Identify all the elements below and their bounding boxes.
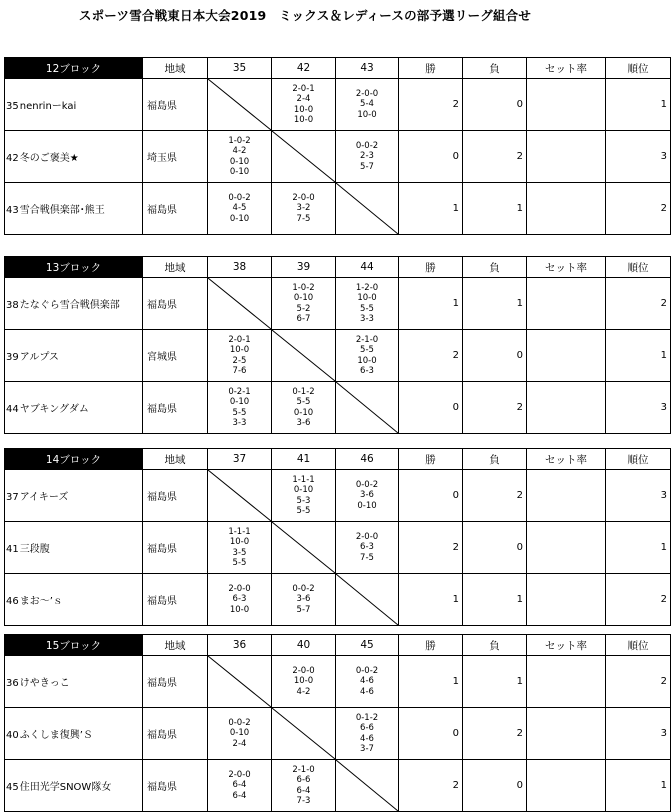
header-row <box>5 257 671 278</box>
team-number: 44 <box>6 404 19 415</box>
losses-value: 1 <box>463 183 527 235</box>
match-score-cell <box>336 131 399 183</box>
score-line: 2-5 <box>232 355 247 366</box>
block-name: 15ブロック <box>5 635 143 656</box>
score-line: 5-3 <box>296 495 311 506</box>
opponent-header: 43 <box>336 58 399 79</box>
wins-value: 1 <box>399 183 463 235</box>
score-line: 5-4 <box>360 99 374 110</box>
score-line: 3-6 <box>296 417 311 428</box>
score-line: 10-0 <box>229 345 250 356</box>
team-row <box>5 382 671 434</box>
team-name: ふくしま復興’Ｓ <box>19 730 93 741</box>
region-header: 地域 <box>143 635 208 656</box>
opponent-header: 36 <box>208 635 272 656</box>
score-line: 2-4 <box>232 738 247 749</box>
score-line: 0-2-1 <box>228 386 251 397</box>
self-match-cell <box>208 79 272 131</box>
losses-value: 1 <box>463 574 527 626</box>
score-line: 2-0-1 <box>228 334 251 345</box>
losses-value: 0 <box>463 79 527 131</box>
rank-header: 順位 <box>606 449 671 470</box>
block-table <box>4 256 671 434</box>
block-table <box>4 448 671 626</box>
wins-value: 0 <box>399 382 463 434</box>
team-row <box>5 656 671 708</box>
match-score-cell <box>208 183 272 235</box>
match-score-cell <box>272 183 336 235</box>
score-line: 0-0-2 <box>355 666 379 677</box>
self-match-cell <box>272 131 336 183</box>
team-name-cell <box>5 278 143 330</box>
losses-value: 0 <box>463 760 527 812</box>
score-line: 0-10 <box>293 407 314 418</box>
self-match-cell <box>208 470 272 522</box>
score-line: 5-5 <box>232 557 247 568</box>
wins-value: 0 <box>399 708 463 760</box>
team-name-cell <box>5 760 143 812</box>
opponent-header: 42 <box>272 58 336 79</box>
match-score-cell <box>272 760 336 812</box>
losses-header: 負 <box>463 449 527 470</box>
wins-header: 勝 <box>399 58 463 79</box>
score-line: 4-6 <box>360 686 374 697</box>
score-line: 7-6 <box>232 365 247 376</box>
diagonal-line <box>336 760 398 811</box>
match-score-cell <box>208 522 272 574</box>
team-region: 宮城県 <box>143 330 208 382</box>
score-line: 4-2 <box>232 146 247 157</box>
wins-value: 0 <box>399 131 463 183</box>
match-score-cell <box>336 708 399 760</box>
team-region: 福島県 <box>143 183 208 235</box>
match-score-cell <box>272 79 336 131</box>
losses-header: 負 <box>463 257 527 278</box>
header-row <box>5 635 671 656</box>
team-row <box>5 574 671 626</box>
losses-value: 2 <box>463 708 527 760</box>
score-line: 2-0-0 <box>355 532 379 543</box>
match-score-cell <box>272 278 336 330</box>
opponent-header: 38 <box>208 257 272 278</box>
team-name: 住田光学SNOW隊女 <box>19 782 112 793</box>
team-region: 福島県 <box>143 656 208 708</box>
score-line: 0-1-2 <box>292 386 315 397</box>
team-number: 37 <box>6 492 19 503</box>
team-region: 福島県 <box>143 708 208 760</box>
match-score-cell <box>336 656 399 708</box>
opponent-header: 37 <box>208 449 272 470</box>
score-line: 0-10 <box>293 485 314 496</box>
score-line: 0-0-2 <box>228 193 251 204</box>
block-name: 13ブロック <box>5 257 143 278</box>
score-line: 10-0 <box>357 109 377 120</box>
score-line: 2-0-0 <box>228 584 251 595</box>
set-rate-value <box>527 131 606 183</box>
set-rate-value <box>527 183 606 235</box>
team-number: 43 <box>6 205 19 216</box>
losses-value: 1 <box>463 656 527 708</box>
score-line: 0-0-2 <box>292 584 315 595</box>
team-region: 埼玉県 <box>143 131 208 183</box>
team-region: 福島県 <box>143 278 208 330</box>
team-row <box>5 522 671 574</box>
rank-value: 1 <box>606 79 671 131</box>
set-rate-value <box>527 708 606 760</box>
score-line: 4-6 <box>360 733 374 744</box>
diagonal-line <box>272 522 335 573</box>
set-rate-value <box>527 470 606 522</box>
set-rate-header: セット率 <box>527 635 606 656</box>
match-score-cell <box>272 470 336 522</box>
diagonal-line <box>272 330 335 381</box>
header-row <box>5 449 671 470</box>
score-line: 0-10 <box>229 728 250 739</box>
score-line: 7-5 <box>360 552 374 563</box>
score-line: 1-1-1 <box>228 526 251 537</box>
match-score-cell <box>208 131 272 183</box>
score-line: 0-10 <box>357 500 377 511</box>
match-score-cell <box>272 656 336 708</box>
score-line: 5-2 <box>296 303 311 314</box>
rank-value: 3 <box>606 470 671 522</box>
score-line: 1-2-0 <box>355 282 379 293</box>
losses-value: 1 <box>463 278 527 330</box>
team-row <box>5 708 671 760</box>
score-line: 6-3 <box>360 365 374 376</box>
rank-value: 1 <box>606 330 671 382</box>
score-line: 5-5 <box>232 407 247 418</box>
match-score-cell <box>336 470 399 522</box>
team-name-cell <box>5 131 143 183</box>
set-rate-header: セット率 <box>527 449 606 470</box>
opponent-header: 44 <box>336 257 399 278</box>
block-name: 14ブロック <box>5 449 143 470</box>
team-number: 35 <box>6 101 19 112</box>
rank-value: 2 <box>606 183 671 235</box>
self-match-cell <box>208 656 272 708</box>
rank-value: 3 <box>606 382 671 434</box>
score-line: 0-10 <box>229 397 250 408</box>
match-score-cell <box>336 278 399 330</box>
self-match-cell <box>336 183 399 235</box>
score-line: 2-0-0 <box>355 89 379 100</box>
team-number: 45 <box>6 782 19 793</box>
score-line: 10-0 <box>293 114 314 125</box>
score-line: 10-0 <box>229 537 250 548</box>
team-region: 福島県 <box>143 382 208 434</box>
score-line: 1-0-2 <box>228 135 251 146</box>
set-rate-header: セット率 <box>527 257 606 278</box>
score-line: 2-1-0 <box>355 334 379 345</box>
team-name: 雪合戦倶楽部･熊王 <box>19 205 105 216</box>
set-rate-value <box>527 330 606 382</box>
match-score-cell <box>208 760 272 812</box>
score-line: 6-4 <box>296 785 311 796</box>
set-rate-value <box>527 278 606 330</box>
diagonal-line <box>208 470 271 521</box>
score-line: 3-3 <box>360 313 374 324</box>
losses-header: 負 <box>463 58 527 79</box>
score-line: 5-5 <box>360 303 374 314</box>
diagonal-line <box>272 131 335 182</box>
team-number: 36 <box>6 678 19 689</box>
team-name-cell <box>5 79 143 131</box>
score-line: 7-5 <box>296 213 311 224</box>
set-rate-value <box>527 574 606 626</box>
score-line: 2-0-0 <box>228 770 251 781</box>
match-score-cell <box>208 708 272 760</box>
team-row <box>5 278 671 330</box>
set-rate-value <box>527 79 606 131</box>
rank-value: 2 <box>606 574 671 626</box>
opponent-header: 39 <box>272 257 336 278</box>
team-number: 39 <box>6 352 19 363</box>
score-line: 5-5 <box>296 397 311 408</box>
match-score-cell <box>336 330 399 382</box>
team-name-cell <box>5 656 143 708</box>
set-rate-value <box>527 656 606 708</box>
match-score-cell <box>208 382 272 434</box>
set-rate-value <box>527 382 606 434</box>
team-name-cell <box>5 708 143 760</box>
team-row <box>5 183 671 235</box>
score-line: 2-3 <box>360 151 374 162</box>
losses-value: 0 <box>463 330 527 382</box>
score-line: 4-6 <box>360 676 374 687</box>
region-header: 地域 <box>143 257 208 278</box>
diagonal-line <box>336 183 398 234</box>
score-line: 10-0 <box>357 293 377 304</box>
opponent-header: 46 <box>336 449 399 470</box>
team-number: 42 <box>6 153 19 164</box>
wins-value: 1 <box>399 574 463 626</box>
wins-header: 勝 <box>399 449 463 470</box>
team-name-cell <box>5 183 143 235</box>
score-line: 2-0-1 <box>292 83 315 94</box>
team-region: 福島県 <box>143 760 208 812</box>
score-line: 5-7 <box>360 161 374 172</box>
score-line: 0-10 <box>293 293 314 304</box>
team-row <box>5 470 671 522</box>
region-header: 地域 <box>143 58 208 79</box>
rank-value: 3 <box>606 708 671 760</box>
match-score-cell <box>336 79 399 131</box>
wins-value: 2 <box>399 330 463 382</box>
score-line: 0-1-2 <box>355 712 379 723</box>
team-region: 福島県 <box>143 79 208 131</box>
score-line: 0-0-2 <box>355 141 379 152</box>
team-row <box>5 760 671 812</box>
rank-header: 順位 <box>606 257 671 278</box>
self-match-cell <box>208 278 272 330</box>
team-name: アイキーズ <box>19 492 69 503</box>
block-table <box>4 57 671 235</box>
rank-value: 1 <box>606 760 671 812</box>
wins-value: 1 <box>399 656 463 708</box>
team-name: 冬のご褒美★ <box>19 153 79 164</box>
score-line: 3-6 <box>296 594 311 605</box>
diagonal-line <box>336 382 398 433</box>
score-line: 6-7 <box>296 313 311 324</box>
rank-header: 順位 <box>606 58 671 79</box>
team-name-cell <box>5 330 143 382</box>
score-line: 6-3 <box>232 594 247 605</box>
diagonal-line <box>336 574 398 625</box>
self-match-cell <box>336 574 399 626</box>
match-score-cell <box>336 522 399 574</box>
score-line: 2-4 <box>296 94 311 105</box>
match-score-cell <box>208 330 272 382</box>
score-line: 0-10 <box>229 213 250 224</box>
diagonal-line <box>208 79 271 130</box>
team-row <box>5 330 671 382</box>
score-line: 10-0 <box>357 355 377 366</box>
team-region: 福島県 <box>143 522 208 574</box>
team-number: 40 <box>6 730 19 741</box>
match-score-cell <box>272 574 336 626</box>
match-score-cell <box>208 574 272 626</box>
score-line: 4-2 <box>296 686 311 697</box>
losses-header: 負 <box>463 635 527 656</box>
score-line: 3-2 <box>296 203 311 214</box>
team-row <box>5 79 671 131</box>
set-rate-value <box>527 760 606 812</box>
losses-value: 0 <box>463 522 527 574</box>
score-line: 3-6 <box>360 490 374 501</box>
team-name: アルプス <box>19 352 59 363</box>
score-line: 2-0-0 <box>292 193 315 204</box>
score-line: 6-4 <box>232 790 247 801</box>
score-line: 5-7 <box>296 604 311 615</box>
block-name: 12ブロック <box>5 58 143 79</box>
rank-value: 3 <box>606 131 671 183</box>
wins-value: 2 <box>399 760 463 812</box>
block-table <box>4 634 671 812</box>
score-line: 10-0 <box>293 104 314 115</box>
score-line: 6-6 <box>360 723 374 734</box>
opponent-header: 45 <box>336 635 399 656</box>
team-name: たなぐら雪合戦倶楽部 <box>19 300 120 311</box>
team-name: けやきっこ <box>19 678 70 689</box>
score-line: 0-0-2 <box>228 718 251 729</box>
team-name: ヤブキングダム <box>19 404 89 415</box>
score-line: 5-5 <box>296 505 311 516</box>
team-name-cell <box>5 522 143 574</box>
rank-value: 2 <box>606 656 671 708</box>
team-region: 福島県 <box>143 470 208 522</box>
team-number: 46 <box>6 596 19 607</box>
score-line: 6-6 <box>296 775 311 786</box>
region-header: 地域 <box>143 449 208 470</box>
wins-value: 2 <box>399 79 463 131</box>
score-line: 3-5 <box>232 547 247 558</box>
score-line: 2-0-0 <box>292 666 315 677</box>
score-line: 1-0-2 <box>292 282 315 293</box>
wins-value: 0 <box>399 470 463 522</box>
opponent-header: 41 <box>272 449 336 470</box>
score-line: 0-10 <box>229 156 250 167</box>
self-match-cell <box>272 330 336 382</box>
rank-value: 2 <box>606 278 671 330</box>
wins-header: 勝 <box>399 257 463 278</box>
team-name: nenrinーkai <box>19 101 77 112</box>
self-match-cell <box>272 708 336 760</box>
score-line: 6-4 <box>232 780 247 791</box>
losses-value: 2 <box>463 382 527 434</box>
diagonal-line <box>208 656 271 707</box>
score-line: 6-3 <box>360 542 374 553</box>
rank-header: 順位 <box>606 635 671 656</box>
self-match-cell <box>272 522 336 574</box>
score-line: 4-5 <box>232 203 247 214</box>
score-line: 5-5 <box>360 345 374 356</box>
score-line: 0-0-2 <box>355 480 379 491</box>
score-line: 10-0 <box>229 604 250 615</box>
team-number: 38 <box>6 300 19 311</box>
team-name: まお～’ｓ <box>19 596 63 607</box>
score-line: 3-7 <box>360 743 374 754</box>
score-line: 10-0 <box>293 676 314 687</box>
team-name: 三段腹 <box>19 544 50 555</box>
score-line: 1-1-1 <box>292 474 315 485</box>
wins-value: 1 <box>399 278 463 330</box>
page-title: スポーツ雪合戦東日本大会2019 ミックス＆レディースの部予選リーグ組合せ <box>78 8 532 23</box>
team-row <box>5 131 671 183</box>
team-name-cell <box>5 574 143 626</box>
rank-value: 1 <box>606 522 671 574</box>
set-rate-header: セット率 <box>527 58 606 79</box>
score-line: 7-3 <box>296 795 311 806</box>
self-match-cell <box>336 382 399 434</box>
team-name-cell <box>5 470 143 522</box>
opponent-header: 40 <box>272 635 336 656</box>
opponent-header: 35 <box>208 58 272 79</box>
team-region: 福島県 <box>143 574 208 626</box>
wins-header: 勝 <box>399 635 463 656</box>
wins-value: 2 <box>399 522 463 574</box>
team-name-cell <box>5 382 143 434</box>
set-rate-value <box>527 522 606 574</box>
diagonal-line <box>208 278 271 329</box>
header-row <box>5 58 671 79</box>
score-line: 3-3 <box>232 417 247 428</box>
losses-value: 2 <box>463 131 527 183</box>
score-line: 2-1-0 <box>292 764 315 775</box>
team-number: 41 <box>6 544 19 555</box>
self-match-cell <box>336 760 399 812</box>
match-score-cell <box>272 382 336 434</box>
losses-value: 2 <box>463 470 527 522</box>
score-line: 0-10 <box>229 166 250 177</box>
diagonal-line <box>272 708 335 759</box>
